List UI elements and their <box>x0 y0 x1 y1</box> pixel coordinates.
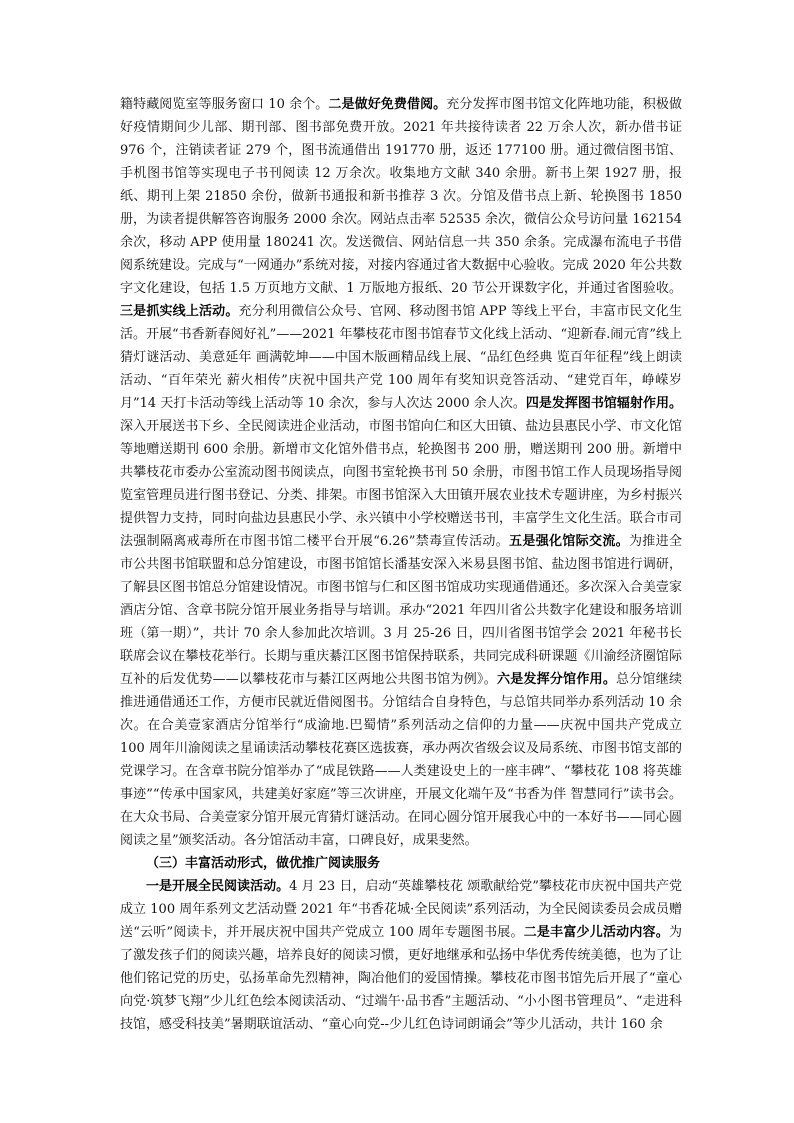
document-body <box>120 93 682 1036</box>
bold-lead-phrase: 二是丰富少儿活动内容。 <box>523 925 669 940</box>
bold-lead-phrase: 五是强化馆际交流。 <box>509 534 629 549</box>
body-text: 充分利用微信公众号、官网、移动图书馆 APP 等线上平台，丰富市民文化生活。开展“书香新春阅好礼”——2021 年攀枝花市图书馆春节文化线上活动、“迎新春.闹元宵”线上猜灯谜活动、美意延年 画满乾坤——中国木版画精品线上展、“品红色经典 览百年征程”线上朗读活动、“百年荣光 薪火相传”庆祝中国共产党 100 周年有奖知识竞答活动、“建党百年，峥嵘岁月”14 天打卡活动等线上活动等 10 余次，参与人次达 2000 余人次。 <box>120 304 682 411</box>
body-text: 4 月 23 日，启动“英雄攀枝花 颂歌献给党”攀枝花市庆祝中国共产党成立 100 周年系列文艺活动暨 2021 年“书香花城·全民阅读”系列活动，为全民阅读委员会成员赠送“云听”阅读卡，并开展庆祝中国共产党成立 100 周年专题图书展。 <box>120 879 682 940</box>
body-text: 为推进全市公共图书馆联盟和总分馆建设，市图书馆馆长潘基安深入米易县图书馆、盐边图书馆进行调研，了解县区图书馆总分馆建设情况。市图书馆与仁和区图书馆成功实现通借通还。多次深入合美壹家酒店分馆、含章书院分馆开展业务指导与培训。承办“2021 年四川省公共数字化建设和服务培训班（第一期）”，共计 70 余人参加此次培训。3 月 25-26 日，四川省图书馆学会 2021 年秘书长联席会议在攀枝花举行。长期与重庆綦江区图书馆保持联系，共同完成科研课题《川渝经济圈馆际互补的后发优势——以攀枝花市与綦江区两地公共图书馆为例》。 <box>120 534 682 687</box>
body-text: 充分发挥市图书馆文化阵地功能，积极做好疫情期间少儿部、期刊部、图书部免费开放。2021 年共接待读者 22 万余人次，新办借书证 976 个，注销读者证 279 个，图书流通借出 191770 册，返还 177100 册。通过微信图书馆、手机图书馆等实现电子书刊阅读 12 万余次。收集地方文献 340 余册。新书上架 1927 册，报纸、期刊上架 21850 余份，做新书通报和新书推荐 3 次。分馆及借书点上新、轮换图书 1850 册，为读者提供解答咨询服务 2000 余次。网站点击率 52535 余次，微信公众号访问量 162154 余次，移动 APP 使用量 180241 次。发送微信、网站信息一共 350 余条。完成瀑布流电子书借阅系统建设。完成与“一网通办”系统对接，对接内容通过省大数据中心验收。完成 2020 年公共数字文化建设，包括 1.5 万页地方文献、1 万版地方报纸、20 节公开课数字化，并通过省图验收。 <box>120 97 682 296</box>
body-text: 总分馆继续推进通借通还工作，方便市民就近借阅图书。分馆结合自身特色，与总馆共同举办系列活动 10 余次。在合美壹家酒店分馆举行“成渝地.巴蜀情”系列活动之信仰的力量——庆祝中国共产党成立 100 周年川渝阅读之星诵读活动攀枝花赛区选拔赛，承办两次省级会议及局系统、市图书馆支部的党课学习。在含章书院分馆举办了“成昆铁路——人类建设史上的一座丰碑”、“攀枝花 108 将英雄事迹”“传承中国家风，共建美好家庭”等三次讲座，开展文化端午及“书香为伴 智慧同行”读书会。在大众书局、合美壹家分馆开展元宵猜灯谜活动。在同心圆分馆开展我心中的一本好书——同心圆阅读之星”颁奖活动。各分馆活动丰富，口碑良好，成果斐然。 <box>120 672 682 848</box>
bold-lead-phrase: 六是发挥分馆作用。 <box>496 672 617 687</box>
bold-lead-phrase: 四是发挥图书馆辐射作用。 <box>525 396 682 411</box>
body-text: 籍特藏阅览室等服务窗口 10 余个。 <box>120 97 329 112</box>
bold-lead-phrase: 三是抓实线上活动。 <box>120 304 239 319</box>
bold-lead-phrase: 二是做好免费借阅。 <box>328 97 447 112</box>
section-heading-reading-promotion <box>120 852 682 875</box>
body-text: 深入开展送书下乡、全民阅读进企业活动，市图书馆向仁和区大田镇、盐边县惠民小学、市文化馆等地赠送期刊 600 余册。新增市文化馆外借书点，轮换图书 200 册，赠送期刊 200 册。新增中共攀枝花市委办公室流动图书阅读点，向图书室轮换书刊 50 余册，市图书馆工作人员现场指导阅览室管理员进行图书登记、分类、排架。市图书馆深入大田镇开展农业技术专题讲座，为乡村振兴提供智力支持，同时向盐边县惠民小学、永兴镇中小学校赠送书刊，丰富学生文化生活。联合市司法强制隔离戒毒所在市图书馆二楼平台开展“6.26”禁毒宣传活动。 <box>120 419 682 549</box>
body-text: 为了激发孩子们的阅读兴趣，培养良好的阅读习惯，更好地继承和弘扬中华优秀传统美德，也为了让他们铭记党的历史，弘扬革命先烈精神，陶冶他们的爱国情操。攀枝花市图书馆先后开展了“童心向党·筑梦飞翔”少儿红色绘本阅读活动、“过端午·品书香”主题活动、“小小图书管理员”、“走进科技馆，感受科技美”暑期联谊活动、“童心向党--少儿红色诗词朗诵会”等少儿活动，共计 160 余 <box>120 925 682 1032</box>
paragraph-library-services <box>120 93 682 852</box>
bold-lead-phrase: （三）丰富活动形式，做优推广阅读服务 <box>146 856 381 871</box>
bold-lead-phrase: 一是开展全民阅读活动。 <box>146 879 290 894</box>
paragraph-reading-activities <box>120 875 682 1036</box>
